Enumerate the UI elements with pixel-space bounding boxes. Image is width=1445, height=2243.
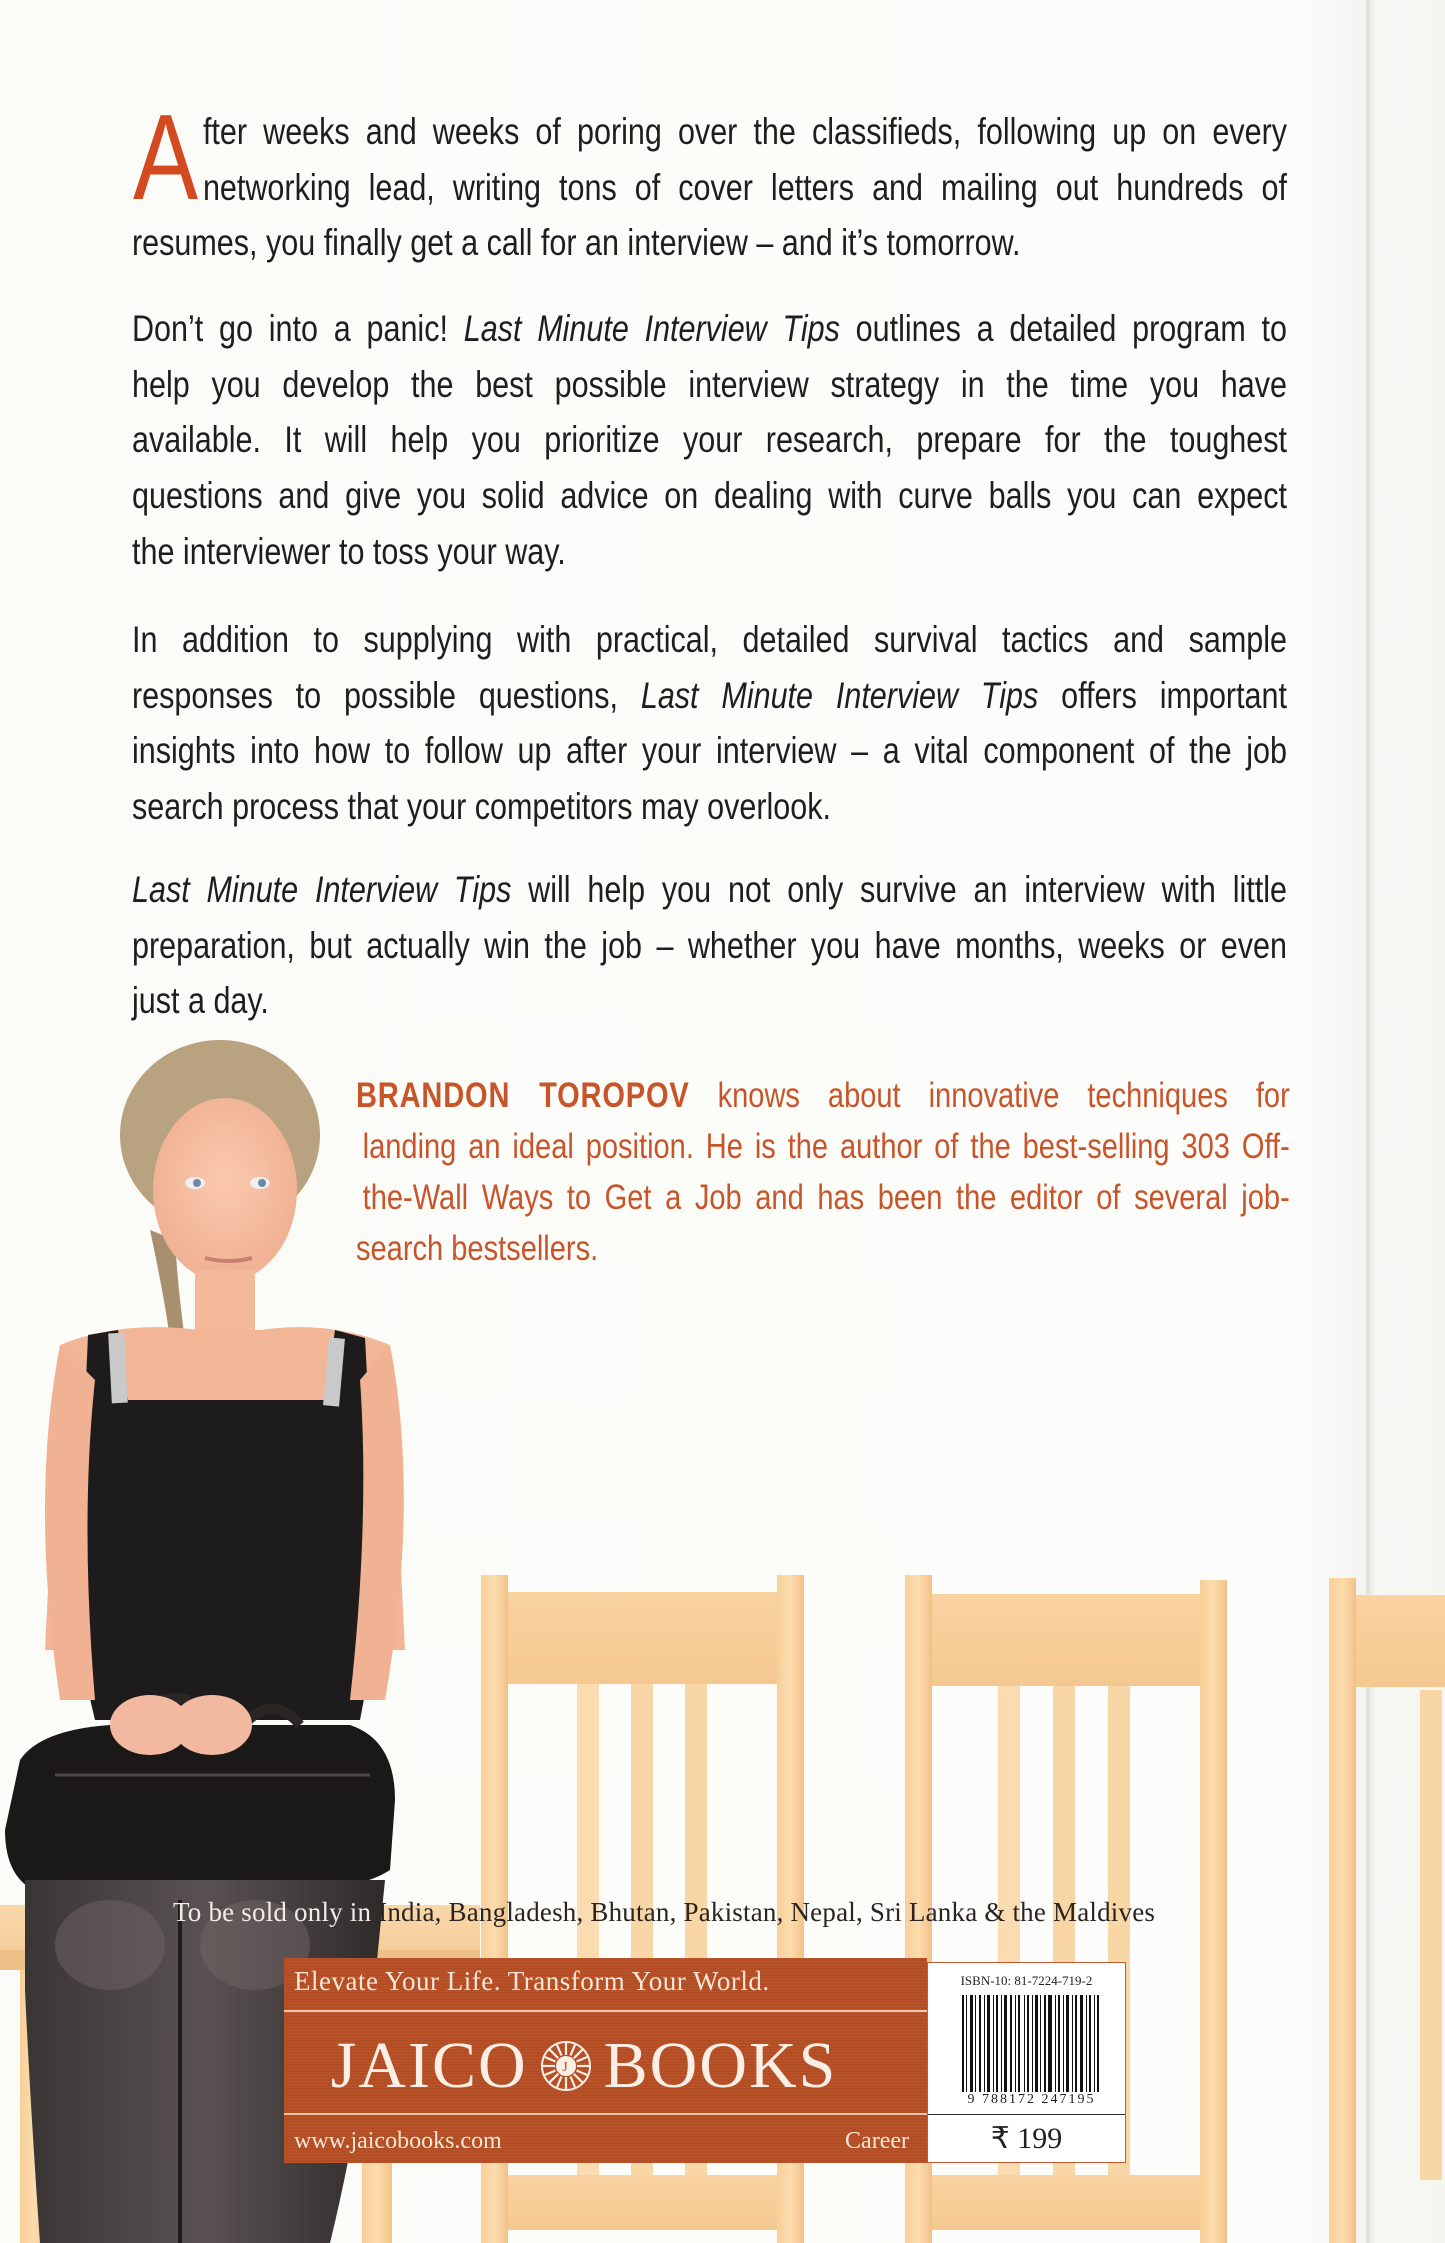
book-title: Last Minute Interview Tips <box>463 308 840 349</box>
publisher-tagline: Elevate Your Life. Transform Your World. <box>294 1966 770 1996</box>
book-title: Last Minute Interview Tips <box>640 674 1039 716</box>
publisher-name-right: BOOKS <box>603 2029 838 2102</box>
text-line: In addition to supplying with practical, detailed survival tactics and sample <box>132 619 1287 660</box>
text-line: fter weeks and weeks of poring over the classifieds, following up on every <box>202 111 1288 152</box>
divider <box>928 2114 1125 2115</box>
publisher-url[interactable]: www.jaicobooks.com <box>294 2128 502 2154</box>
drop-cap: A <box>133 89 199 225</box>
text-line: available. It will help you prioritize your research, prepare for the toughest <box>132 419 1287 461</box>
price: ₹ 199 <box>990 2122 1063 2155</box>
isbn-label: ISBN-10: 81-7224-719-2 <box>960 1973 1093 1988</box>
text-line: questions and give you solid advice on dealing with curve balls you can expect <box>132 475 1287 517</box>
text-run: India, Bangladesh, Bhutan, Pakistan, Nepal, Sri Lanka & the Maldives <box>371 1897 1156 1927</box>
divider <box>284 2113 927 2115</box>
publisher-banner <box>284 1958 927 2163</box>
text-line <box>132 668 1287 724</box>
text-run: To be sold only in <box>173 1897 372 1927</box>
book-title: Last Minute Interview Tips <box>132 869 512 910</box>
text-line <box>132 301 1287 357</box>
author-name: BRANDON TOROPOV <box>356 1076 690 1115</box>
text-run: will help you not only survive an interview with little <box>511 869 1287 910</box>
blurb-paragraph-1 <box>203 104 1287 215</box>
text-line: just a day. <box>132 980 269 1022</box>
barcode-icon <box>962 1995 1102 2105</box>
text-line: landing an ideal position. He is the author of the best-selling 303 Off- <box>362 1127 1290 1166</box>
blurb-paragraph-4 <box>132 862 1287 1029</box>
chair-3 <box>1329 1578 1445 2243</box>
text-line: the-Wall Ways to Get a Job and has been the editor of several job- <box>362 1178 1290 1217</box>
text-line: resumes, you finally get a call for an interview – and it’s tomorrow. <box>132 222 1021 263</box>
blurb-paragraph-2 <box>132 301 1287 579</box>
jaico-emblem-icon <box>540 2040 592 2092</box>
blurb-paragraph-3 <box>132 612 1287 835</box>
isbn-price-box <box>927 1962 1126 2163</box>
category-label: Career <box>845 2128 909 2154</box>
text-line <box>132 862 1287 918</box>
text-run: outlines a detailed program to <box>839 308 1287 349</box>
svg-text:J: J <box>561 2060 570 2075</box>
text-line: the interviewer to toss your way. <box>132 530 566 572</box>
text-line: networking lead, writing tons of cover letters and mailing out hundreds of <box>202 166 1288 208</box>
barcode-number: 9 788172 247195 <box>958 2092 1105 2108</box>
divider <box>284 2010 927 2012</box>
territory-notice <box>173 1897 1155 1928</box>
blurb-paragraph-1-cont <box>132 215 1287 271</box>
text-run: offers important <box>1038 674 1287 716</box>
text-run: responses to possible questions, <box>132 674 641 716</box>
author-bio <box>356 1070 1290 1274</box>
text-line: help you develop the best possible interview strategy in the time you have <box>132 363 1287 405</box>
publisher-name-left: JAICO <box>330 2029 528 2102</box>
text-line <box>356 1070 1290 1121</box>
text-run: knows about innovative techniques for <box>689 1076 1290 1115</box>
text-line: search process that your competitors may overlook. <box>132 786 831 828</box>
publisher-logo <box>284 2016 884 2116</box>
text-line: preparation, but actually win the job – whether you have months, weeks or even <box>132 924 1287 966</box>
text-run: Don’t go into a panic! <box>132 308 464 349</box>
text-line: search bestsellers. <box>356 1229 599 1268</box>
text-line: insights into how to follow up after your interview – a vital component of the job <box>132 730 1287 772</box>
